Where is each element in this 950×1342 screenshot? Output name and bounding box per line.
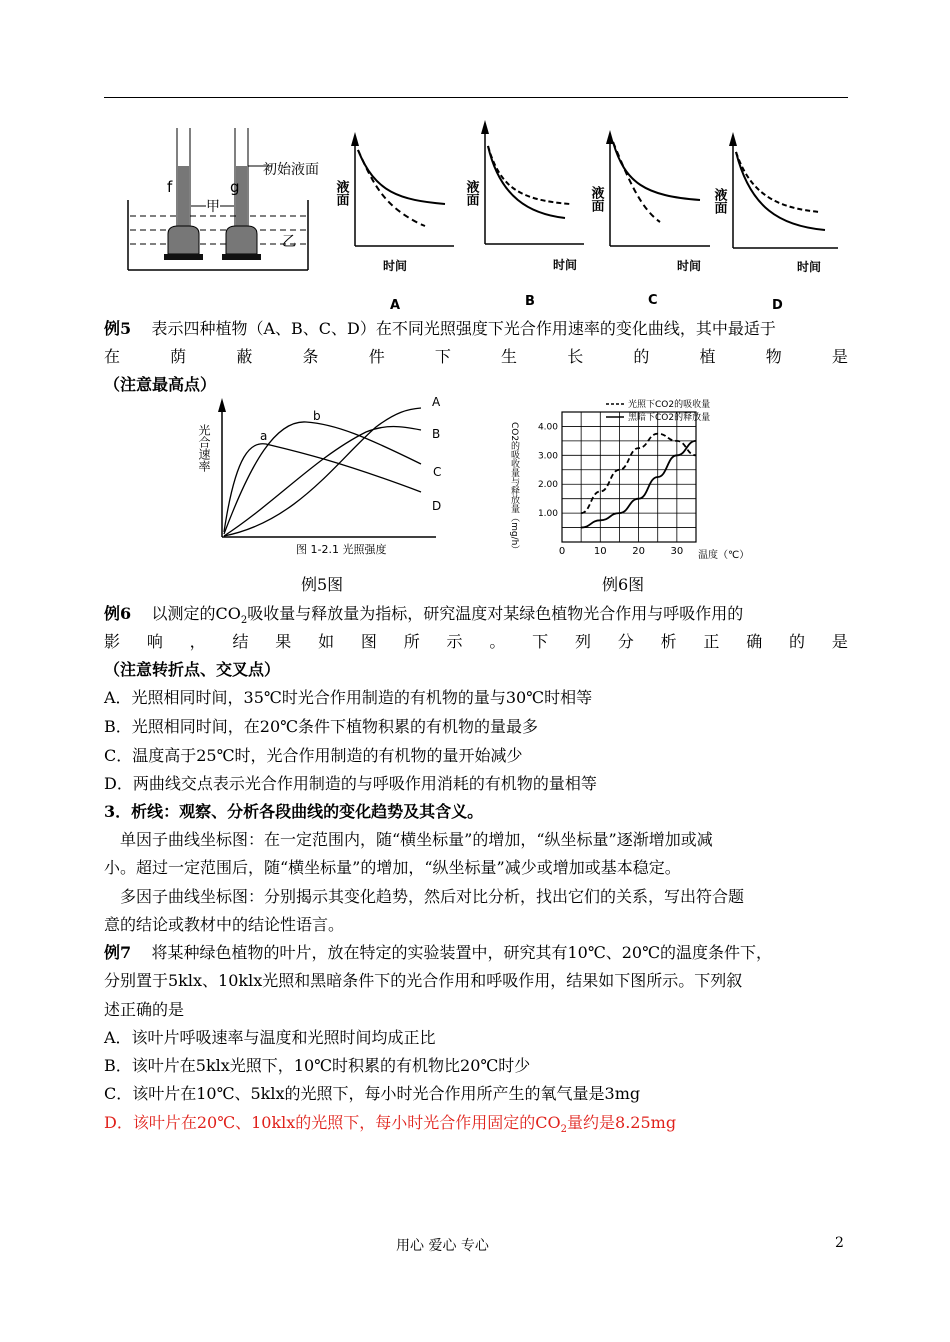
ex5-char: 长 [567,347,584,366]
fig5-curve-b [224,422,421,534]
fig5-label-a: A [432,395,441,409]
ex6-char: 影 [104,632,121,651]
panel-a-xlabel: 时间 [383,259,408,273]
ex7-label: 例7 [104,943,132,962]
ex5-char: 在 [104,347,121,366]
ex6-sub: 2 [240,615,248,627]
fig5-label-b: B [432,427,441,441]
panel-b [481,120,584,244]
ex6-char: 。 [489,632,506,651]
ex7-l3: 述正确的是 [104,1000,185,1019]
ex7-option-a: A．该叶片呼吸速率与温度和光照时间均成正比 [104,1028,436,1047]
fig6-caption: 例6图 [602,575,645,594]
fig6-chart [500,392,760,562]
ex7-option-d-b: 量约是8.25mg [567,1113,677,1132]
panel-c-ylabel: 液面 [588,186,604,212]
fig6-y-tick: 3.00 [537,451,558,462]
fig5-label-d: D [432,499,442,513]
fig5-chart [196,392,454,560]
panel-b-ylabel: 液面 [463,180,479,206]
ex5-char: 件 [368,347,385,366]
ex6-option-b: B．光照相同时间，在20℃条件下植物积累的有机物的量最多 [104,717,539,736]
ex6-char: 的 [789,632,806,651]
beaker-label-f: f [167,178,173,196]
ex5-char: 物 [765,347,782,366]
fig6-x-tick: 10 [593,546,607,557]
ex5-char: 的 [633,347,650,366]
ex5-hint: （注意最高点） [104,375,217,394]
panel-a [351,132,454,246]
panel-d [729,132,838,248]
panel-a-letter: A [390,298,401,313]
ex6-line1 [104,603,848,632]
section3-p2-l1: 多因子曲线坐标图：分别揭示其变化趋势，然后对比分析，找出它们的关系，写出符合题 [120,887,745,906]
ex6-char: 正 [703,632,720,651]
top-figure [100,108,840,316]
fig5-curve-d [224,408,421,536]
panel-d-letter: D [772,298,783,313]
ex7-option-b: B．该叶片在5klx光照下，10℃时积累的有机物比20℃时少 [104,1056,531,1075]
fig6-ylabel: CO2的吸收量与释放量（mg/h） [509,422,519,555]
ex6-char: 响 [146,632,163,651]
ex7-line1 [104,942,848,964]
ex6-option-c: C．温度高于25℃时，光合作用制造的有机物的量开始减少 [104,746,523,765]
fig6-x-tick: 30 [670,546,684,557]
fig6-xlabel: 温度（℃） [698,550,750,561]
section3-p1-l1: 单因子曲线坐标图：在一定范围内，随“横坐标量”的增加，“纵坐标量”逐渐增加或减 [120,830,713,849]
ex6-char: 列 [574,632,591,651]
ex6-char: 所 [403,632,420,651]
panel-b-xlabel: 时间 [553,258,578,272]
ex7-l1: 将某种绿色植物的叶片，放在特定的实验装置中，研究其有10℃、20℃的温度条件下， [151,943,773,962]
panel-a-ylabel: 液面 [333,180,349,206]
panel-c-xlabel: 时间 [677,259,702,273]
ex6-char: 示 [446,632,463,651]
panel-c-letter: C [648,293,658,308]
section3-p1-l2: 小。超过一定范围后，随“横坐标量”的增加，“纵坐标量”减少或增加或基本稳定。 [104,858,681,877]
ex5-char: 荫 [170,347,187,366]
panel-c [606,130,710,246]
fig5-caption: 例5图 [301,575,344,594]
ex5-char: 是 [831,347,848,366]
fig5-peak-a: a [260,429,268,443]
beaker-label-g: g [230,178,240,196]
fig6-x-tick: 20 [632,546,645,557]
footer-motto: 用心 爱心 专心 [396,1238,489,1254]
ex5-char: 下 [434,347,451,366]
fig6-legend-2: 黑暗下CO2的释放量 [628,413,711,423]
ex6-char: 确 [746,632,763,651]
ex5-text: 表示四种植物（A、B、C、D）在不同光照强度下光合作用速率的变化曲线，其中最适于 [151,319,776,338]
ex7-l2: 分别置于5klx、10klx光照和黑暗条件下的光合作用和呼吸作用，结果如下图所示。下列叙 [104,971,743,990]
fig5-inner-caption: 图 1-2.1 光照强度 [296,543,387,556]
ex5-line2 [104,346,848,368]
ex7-option-d-a: D．该叶片在20℃、10klx的光照下，每小时光合作用固定的CO [104,1113,561,1132]
beaker-label-initial: 初始液面 [263,162,319,178]
ex6-char: 果 [275,632,292,651]
ex5-char: 植 [699,347,716,366]
ex6-hint: （注意转折点、交叉点） [104,660,281,679]
ex6-line2 [104,631,848,653]
fig5-curve-a [224,444,421,532]
section3-heading: 3．析线：观察、分析各段曲线的变化趋势及其含义。 [104,802,484,821]
ex6-char: 如 [318,632,335,651]
ex6-text-b: 吸收量与释放量为指标，研究温度对某绿色植物光合作用与呼吸作用的 [247,604,744,623]
section3-p2-l2: 意的结论或教材中的结论性语言。 [104,915,345,934]
ex6-char: 分 [617,632,634,651]
ex5-line1 [104,318,848,340]
ex6-label: 例6 [104,604,132,623]
fig6-y-tick: 4.00 [537,422,558,433]
ex6-option-d: D．两曲线交点表示光合作用制造的与呼吸作用消耗的有机物的量相等 [104,774,597,793]
fig5-label-c: C [433,465,442,479]
beaker-label-yi: 乙 [282,234,296,250]
beaker-label-jia: 甲 [206,199,220,215]
ex5-char: 生 [501,347,518,366]
fig5-peak-b: b [313,409,321,423]
ex6-char: 图 [360,632,377,651]
ex6-char: 是 [831,632,848,651]
fig6-y-tick: 1.00 [537,509,558,520]
ex5-char: 条 [302,347,319,366]
ex5-char: 蔽 [236,347,253,366]
page-number: 2 [835,1235,844,1251]
panel-d-xlabel: 时间 [797,260,822,274]
fig6-y-tick: 2.00 [537,480,558,491]
ex7-option-d-sub: 2 [560,1124,568,1136]
ex7-option-d [104,1112,848,1141]
ex6-option-a: A．光照相同时间，35℃时光合作用制造的有机物的量与30℃时相等 [104,688,593,707]
fig6-legend-1: 光照下CO2的吸收量 [628,400,711,410]
fig5-ylabel: 光合速率 [197,424,211,472]
ex5-label: 例5 [104,319,132,338]
panel-d-ylabel: 液面 [711,188,727,214]
ex6-text-a: 以测定的CO [151,604,241,623]
header-rule [104,97,848,98]
fig6-x-tick: 0 [558,546,566,557]
ex6-char: 析 [660,632,677,651]
ex6-char: 下 [532,632,549,651]
ex7-option-c: C．该叶片在10℃、5klx的光照下，每小时光合作用所产生的氧气量是3mg [104,1084,641,1103]
ex6-char: 结 [232,632,249,651]
ex6-char: ， [189,632,206,651]
fig6-frame [562,412,696,542]
panel-b-letter: B [525,294,535,309]
